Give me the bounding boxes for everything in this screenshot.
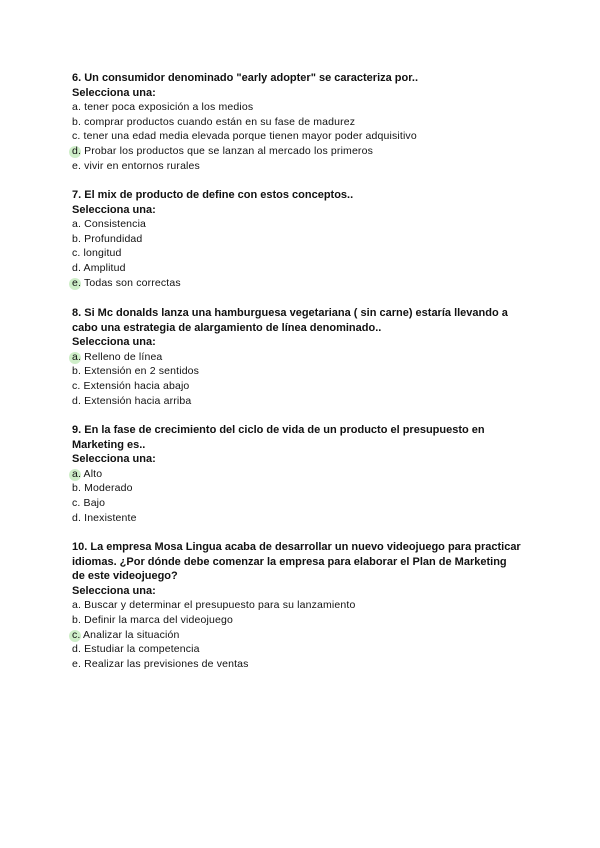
question-prompt: Selecciona una: xyxy=(72,203,156,216)
option-list xyxy=(72,598,522,671)
option-text: Buscar y determinar el presupuesto para su lanzamiento xyxy=(81,599,356,612)
option-text: Extensión hacia arriba xyxy=(81,394,192,407)
option-text: Estudiar la competencia xyxy=(81,643,200,656)
option-text: Bajo xyxy=(80,496,106,509)
option-list xyxy=(72,467,522,525)
question-title: 9. En la fase de crecimiento del ciclo de vida de un producto el presupuesto en Marketing es.. xyxy=(72,424,485,451)
option-marker: a. xyxy=(72,350,82,363)
option-marker: b. xyxy=(72,115,82,128)
option-list xyxy=(72,350,522,408)
question-10 xyxy=(72,540,522,671)
option-marker: b. xyxy=(72,232,82,245)
question-title: 7. El mix de producto de define con estos conceptos.. xyxy=(72,189,354,201)
option-text: Profundidad xyxy=(81,232,143,245)
option-a[interactable] xyxy=(72,350,522,365)
option-b[interactable] xyxy=(72,115,522,130)
option-marker: b. xyxy=(72,613,82,626)
option-text: Realizar las previsiones de ventas xyxy=(81,657,249,670)
question-prompt: Selecciona una: xyxy=(72,453,156,466)
option-d[interactable] xyxy=(72,394,522,409)
option-d[interactable] xyxy=(72,261,522,276)
option-c[interactable] xyxy=(72,628,522,643)
option-list xyxy=(72,217,522,290)
question-8 xyxy=(72,306,522,408)
option-c[interactable] xyxy=(72,379,522,394)
option-d[interactable] xyxy=(72,642,522,657)
option-marker: b. xyxy=(72,482,82,495)
option-marker: d. xyxy=(72,643,82,656)
question-prompt: Selecciona una: xyxy=(72,584,156,597)
option-text: Probar los productos que se lanzan al mercado los primeros xyxy=(81,144,373,157)
option-text: tener poca exposición a los medios xyxy=(81,101,254,114)
option-c[interactable] xyxy=(72,246,522,261)
option-text: Amplitud xyxy=(81,261,126,274)
option-b[interactable] xyxy=(72,481,522,496)
question-6 xyxy=(72,71,522,173)
option-marker: a. xyxy=(72,101,82,114)
question-title: 8. Si Mc donalds lanza una hamburguesa vegetariana ( sin carne) estaría llevando a cabo una estrategia de alargamiento de línea denominado.. xyxy=(72,307,508,334)
question-title: 6. Un consumidor denominado "early adopter" se caracteriza por.. xyxy=(72,72,419,84)
option-text: vivir en entornos rurales xyxy=(81,159,200,172)
option-text: Definir la marca del videojuego xyxy=(81,613,233,626)
option-text: tener una edad media elevada porque tienen mayor poder adquisitivo xyxy=(80,130,417,143)
question-prompt: Selecciona una: xyxy=(72,336,156,349)
option-e[interactable] xyxy=(72,159,522,174)
option-c[interactable] xyxy=(72,129,522,144)
option-marker: c. xyxy=(72,496,81,509)
option-text: comprar productos cuando están en su fase de madurez xyxy=(81,115,356,128)
option-marker: a. xyxy=(72,218,82,231)
option-text: Extensión hacia abajo xyxy=(80,379,190,392)
question-7 xyxy=(72,188,522,290)
option-a[interactable] xyxy=(72,217,522,232)
option-text: Relleno de línea xyxy=(81,350,163,363)
option-a[interactable] xyxy=(72,598,522,613)
option-text: Todas son correctas xyxy=(81,276,181,289)
option-marker: e. xyxy=(72,276,82,289)
option-text: Extensión en 2 sentidos xyxy=(81,365,200,378)
option-text: Consistencia xyxy=(81,218,147,231)
question-prompt: Selecciona una: xyxy=(72,86,156,99)
option-marker: a. xyxy=(72,467,82,480)
option-d[interactable] xyxy=(72,144,522,159)
option-text: Moderado xyxy=(81,482,133,495)
option-marker: d. xyxy=(72,261,82,274)
question-title: 10. La empresa Mosa Lingua acaba de desarrollar un nuevo videojuego para practicar idiomas. ¿Por dónde debe comenzar la empresa para elaborar el Plan de Marketing de este videojuego? xyxy=(72,541,521,583)
option-d[interactable] xyxy=(72,511,522,526)
option-e[interactable] xyxy=(72,657,522,672)
question-9 xyxy=(72,423,522,525)
option-c[interactable] xyxy=(72,496,522,511)
option-marker: a. xyxy=(72,599,82,612)
option-a[interactable] xyxy=(72,100,522,115)
option-b[interactable] xyxy=(72,232,522,247)
option-e[interactable] xyxy=(72,276,522,291)
option-marker: c. xyxy=(72,628,81,641)
option-text: Alto xyxy=(81,467,103,480)
option-text: Analizar la situación xyxy=(80,628,180,641)
option-list xyxy=(72,100,522,173)
option-marker: c. xyxy=(72,379,81,392)
option-marker: b. xyxy=(72,365,82,378)
option-marker: d. xyxy=(72,394,82,407)
option-marker: e. xyxy=(72,159,82,172)
option-a[interactable] xyxy=(72,467,522,482)
option-marker: d. xyxy=(72,511,82,524)
option-text: Inexistente xyxy=(81,511,137,524)
option-marker: c. xyxy=(72,130,81,143)
option-marker: e. xyxy=(72,657,82,670)
option-marker: d. xyxy=(72,144,82,157)
option-marker: c. xyxy=(72,247,81,260)
option-b[interactable] xyxy=(72,613,522,628)
option-text: longitud xyxy=(80,247,122,260)
option-b[interactable] xyxy=(72,364,522,379)
